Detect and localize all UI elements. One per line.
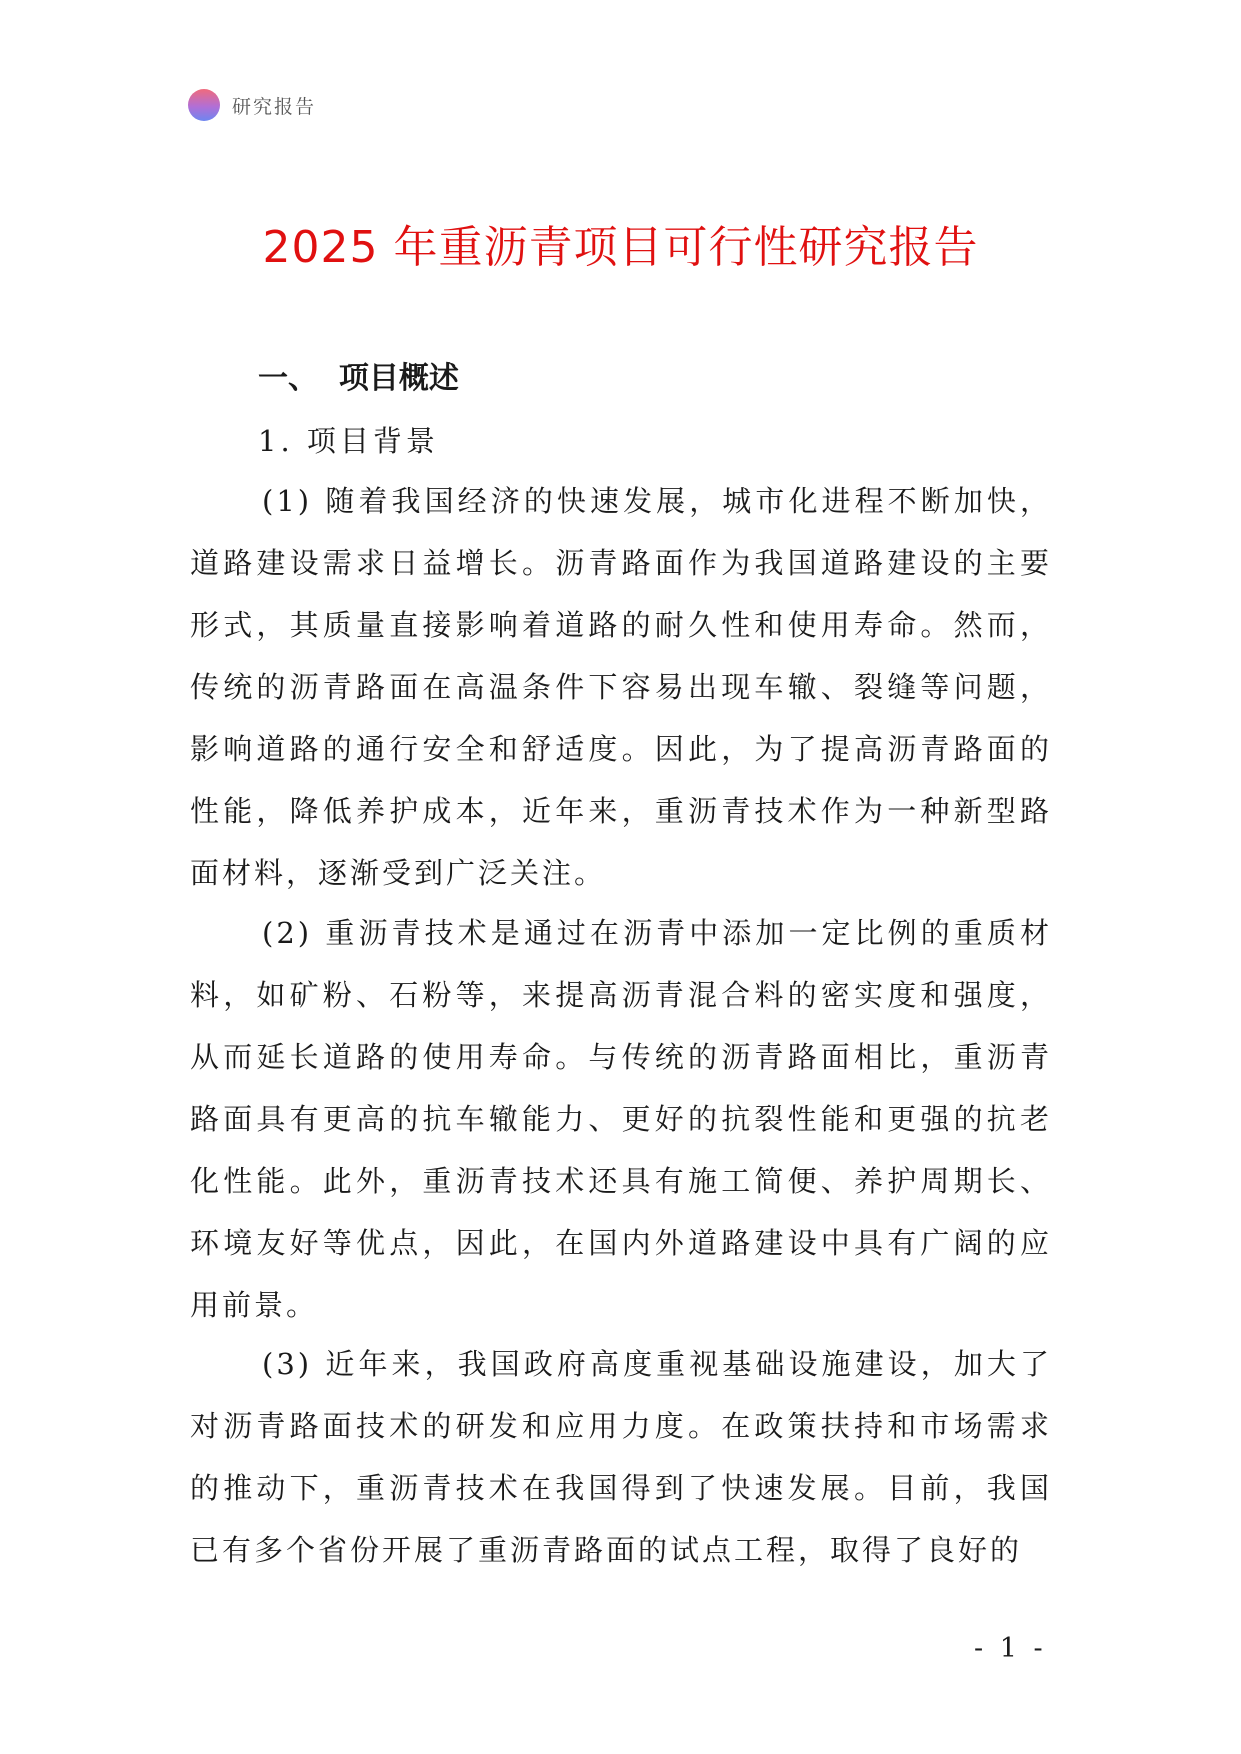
paragraph: (1) 随着我国经济的快速发展，城市化进程不断加快，道路建设需求日益增长。沥青路面作为我国道路建设的主要形式，其质量直接影响着道路的耐久性和使用寿命。然而，传统的沥青路面在高温条件下容易出现车辙、裂缝等问题，影响道路的通行安全和舒适度。因此，为了提高沥青路面的性能，降低养护成本，近年来，重沥青技术作为一种新型路面材料，逐渐受到广泛关注。 xyxy=(190,484,1052,890)
section-title: 一、 项目概述 xyxy=(258,361,459,396)
header-label: 研究报告 xyxy=(232,95,317,118)
logo-icon xyxy=(188,89,220,121)
paragraph: (2) 重沥青技术是通过在沥青中添加一定比例的重质材料，如矿粉、石粉等，来提高沥青混合料的密实度和强度，从而延长道路的使用寿命。与传统的沥青路面相比，重沥青路面具有更高的抗车辙能力、更好的抗裂性能和更强的抗老化性能。此外，重沥青技术还具有施工简便、养护周期长、环境友好等优点，因此，在国内外道路建设中具有广阔的应用前景。 xyxy=(190,916,1052,1322)
document-title: 2025 年重沥青项目可行性研究报告 xyxy=(262,222,979,273)
document-header xyxy=(188,88,316,122)
paragraph: (3) 近年来，我国政府高度重视基础设施建设，加大了对沥青路面技术的研发和应用力度。在政策扶持和市场需求的推动下，重沥青技术在我国得到了快速发展。目前，我国已有多个省份开展了重沥青路面的试点工程，取得了良好的 xyxy=(190,1347,1052,1567)
page-number: - 1 - xyxy=(974,1633,1047,1664)
subsection-title: 1. 项目背景 xyxy=(258,424,439,458)
